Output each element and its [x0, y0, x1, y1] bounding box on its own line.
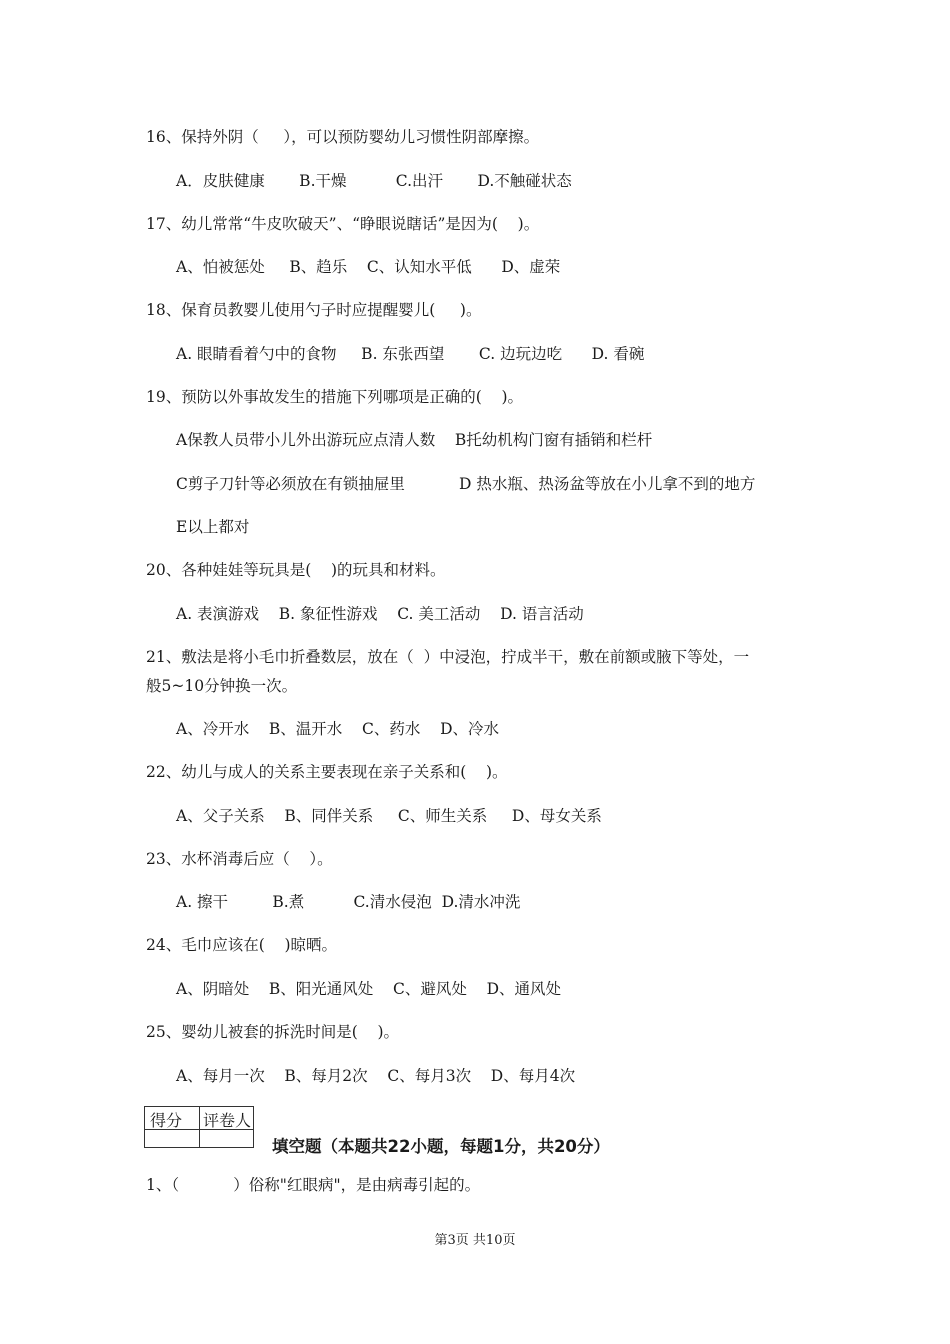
question-16-options: A．皮肤健康 B.干燥 C.出汗 D.不触碰状态: [176, 172, 572, 190]
question-19-options-3: E以上都对: [176, 518, 250, 536]
grader-label: 评卷人: [203, 1111, 252, 1130]
question-18-options: A. 眼睛看着勺中的食物 B. 东张西望 C. 边玩边吃 D. 看碗: [176, 345, 645, 363]
fill-question-1: 1、（ ）俗称"红眼病"，是由病毒引起的。: [146, 1176, 481, 1194]
question-21-continued: 般5~10分钟换一次。: [146, 677, 298, 695]
question-23: 23、水杯消毒后应（ ）。: [146, 850, 333, 868]
question-16: 16、保持外阴（ ），可以预防婴幼儿习惯性阴部摩擦。: [146, 128, 540, 146]
question-24-options: A、阴暗处 B、阳光通风处 C、避风处 D、通风处: [176, 980, 561, 998]
question-19-options-2: C剪子刀针等必须放在有锁抽屉里 D 热水瓶、热汤盆等放在小儿拿不到的地方: [176, 475, 756, 493]
question-22-options: A、父子关系 B、同伴关系 C、师生关系 D、母女关系: [176, 807, 602, 825]
section-title: 填空题（本题共22小题，每题1分，共20分）: [272, 1137, 610, 1156]
question-25: 25、婴幼儿被套的拆洗时间是( )。: [146, 1023, 400, 1041]
question-17: 17、幼儿常常“牛皮吹破天”、“睁眼说瞎话”是因为( )。: [146, 215, 540, 233]
question-19: 19、预防以外事故发生的措施下列哪项是正确的( )。: [146, 388, 524, 406]
page-footer: 第3页 共10页: [434, 1233, 516, 1248]
question-20-options: A. 表演游戏 B. 象征性游戏 C. 美工活动 D. 语言活动: [176, 605, 584, 623]
question-25-options: A、每月一次 B、每月2次 C、每月3次 D、每月4次: [176, 1067, 576, 1085]
question-21: 21、敷法是将小毛巾折叠数层，放在（ ）中浸泡，拧成半干，敷在前额或腋下等处，一: [146, 648, 750, 666]
question-23-options: A. 擦干 B.煮 C.清水侵泡 D.清水冲洗: [176, 893, 521, 911]
question-22: 22、幼儿与成人的关系主要表现在亲子关系和( )。: [146, 763, 508, 781]
score-box: [144, 1106, 254, 1148]
score-label: 得分: [150, 1111, 183, 1130]
question-19-options-1: A保教人员带小儿外出游玩应点清人数 B托幼机构门窗有插销和栏杆: [176, 431, 653, 449]
question-17-options: A、怕被惩处 B、趋乐 C、认知水平低 D、虚荣: [176, 258, 561, 276]
score-box-divider-v: [199, 1107, 200, 1147]
question-20: 20、各种娃娃等玩具是( )的玩具和材料。: [146, 561, 446, 579]
question-21-options: A、冷开水 B、温开水 C、药水 D、冷水: [176, 720, 499, 738]
question-18: 18、保育员教婴儿使用勺子时应提醒婴儿( )。: [146, 301, 482, 319]
question-24: 24、毛巾应该在( )晾晒。: [146, 936, 338, 954]
